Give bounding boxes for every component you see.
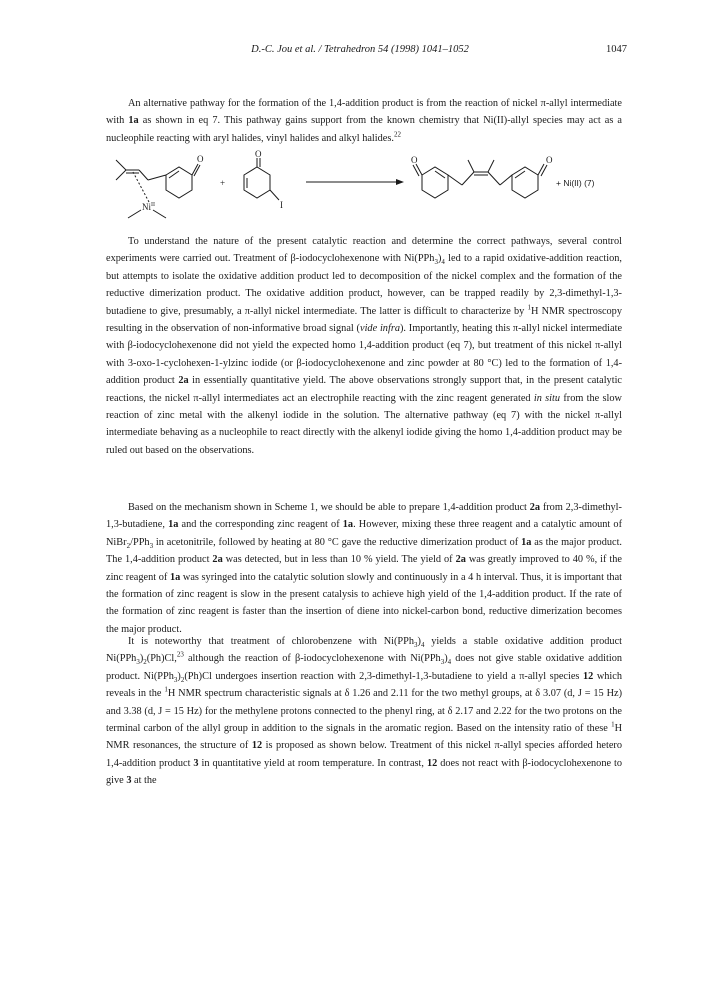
compound-ref: 1a bbox=[128, 115, 139, 127]
methyl-bond bbox=[116, 160, 126, 170]
text-run: 1a bbox=[342, 519, 354, 531]
text-run: from the slow reaction of zinc metal with the alkenyl iodide in the solution. The alternative pathway (eq 7) with the nickel π-allyl intermediate behaving as a nucleophile to react directly with the alkenyl iodide giving the homo 1,4-addition product may be ruled out based on the observations. bbox=[106, 392, 622, 456]
ring-attachment-bond bbox=[148, 175, 166, 180]
cyclohexenone-ring bbox=[166, 167, 192, 198]
text-run: /PPh bbox=[130, 536, 150, 548]
equation-7-scheme bbox=[106, 150, 622, 224]
text-run: (Ph)Cl, bbox=[146, 653, 177, 665]
methyl-bond bbox=[488, 160, 494, 172]
text-run: ). Importantly, heating this π-allyl nickel intermediate with β-iodocyclohexenone did not yield the expected homo 1,4-addition product (eq 7), but treatment of this nickel π-allyl with 3-oxo-1-cyclohexen-1-ylzinc iodide (or β-iodocyclohexenone and zinc powder at 80 °C) led to the formation of 1,4-addition product bbox=[106, 323, 623, 387]
text-run: H NMR resonances, the structure of bbox=[106, 723, 622, 752]
page-number: 1047 bbox=[606, 44, 627, 55]
iodocyclohexenone-ring bbox=[244, 167, 270, 198]
reference-superscript: 22 bbox=[393, 130, 401, 139]
carbonyl-bond bbox=[538, 164, 544, 175]
text-run: 1 bbox=[164, 685, 168, 694]
paragraph-3 bbox=[106, 499, 622, 638]
oxygen-label: O bbox=[255, 150, 262, 159]
plus-sign: + bbox=[220, 178, 226, 188]
text-run: does not give stable oxidative addition product. Ni(PPh bbox=[106, 653, 622, 682]
journal-citation: D.-C. Jou et al. / Tetrahedron 54 (1998) 1041–1052 bbox=[251, 44, 469, 55]
methyl-bond bbox=[468, 160, 474, 172]
text-run: 1a bbox=[169, 571, 181, 583]
text-run: 1a bbox=[168, 519, 179, 531]
reference-superscript: 23 bbox=[176, 650, 184, 659]
text-run: . However, mixing these three reagent and a catalytic amount of NiBr bbox=[106, 519, 623, 548]
text-run: from 2,3-dimethyl-1,3-butadiene, bbox=[106, 502, 622, 531]
chain-bond bbox=[462, 172, 474, 185]
text-run: 4 bbox=[447, 658, 452, 667]
text-run: (Ph)Cl undergoes insertion reaction with 2,3-dimethyl-1,3-butadiene to yield a π-allyl species bbox=[184, 670, 583, 682]
pi-coordination-bond bbox=[133, 172, 149, 202]
text-run: ) bbox=[417, 636, 421, 647]
text-run: in quantitative yield at room temperature. In contrast, bbox=[198, 757, 427, 769]
text-run: in essentially quantitative yield. The above observations strongly support that, in the present catalytic reactions, the nickel π-allyl intermediates act an electrophile reacting with the zinc reagent generated bbox=[106, 375, 622, 404]
text-run: 2 bbox=[180, 675, 185, 684]
text-run: ) bbox=[444, 653, 448, 665]
paragraph-4 bbox=[106, 633, 622, 790]
running-header bbox=[0, 44, 720, 60]
carbonyl-bond bbox=[541, 165, 547, 176]
text-run: 2a bbox=[455, 554, 466, 566]
carbonyl-bond bbox=[413, 165, 419, 176]
oxygen-label: O bbox=[546, 155, 553, 165]
text-run: 4 bbox=[441, 258, 445, 267]
text-run: at the bbox=[131, 775, 157, 787]
allyl-bond bbox=[139, 170, 148, 180]
nickel-ligand-bond bbox=[128, 210, 141, 218]
text-run: in acetonitrile, followed by heating at 80 °C gave the reductive dimerization product of bbox=[153, 536, 522, 548]
text-run: 2 bbox=[143, 658, 147, 667]
text-run: An alternative pathway for the formation of the 1,4-addition product is from the reaction of nickel π-allyl intermediate with bbox=[106, 98, 622, 127]
text-run: ) bbox=[139, 653, 144, 665]
chain-bond bbox=[500, 175, 512, 185]
text-run: is proposed as shown below. Treatment of this nickel π-allyl species afforded hetero 1,4-addition product bbox=[106, 740, 622, 769]
chain-bond bbox=[488, 172, 500, 185]
text-run: which reveals in the bbox=[106, 670, 622, 700]
text-run: 12 bbox=[251, 740, 263, 752]
text-run: 3 bbox=[136, 658, 140, 667]
paragraph-2 bbox=[106, 233, 622, 459]
methyl-bond bbox=[116, 170, 126, 180]
text-run: To understand the nature of the present catalytic reaction and determine the correct pathways, several control experiments were carried out. Treatment of β-iodocyclohexenone with Ni(PPh bbox=[106, 236, 622, 265]
carbonyl-bond bbox=[416, 164, 422, 175]
latin-phrase: vide infra bbox=[360, 323, 400, 335]
product-ring-left bbox=[422, 167, 448, 198]
text-run: 1a bbox=[521, 536, 532, 548]
text-run: 2a bbox=[212, 554, 223, 566]
oxygen-label: O bbox=[197, 154, 204, 164]
text-run: 3 bbox=[434, 258, 438, 267]
text-run: H NMR spectroscopy resulting in the observation of non-informative broad signal ( bbox=[106, 305, 622, 335]
text-run: 12 bbox=[582, 670, 594, 682]
equation-number: + Ni(II) (7) bbox=[556, 178, 595, 188]
text-run: as shown in eq 7. This pathway gains support from the known chemistry that Ni(II)-allyl species may act as a nucleophile reacting with aryl halides, vinyl halides and alkyl halides. bbox=[106, 115, 622, 144]
nickel-ligand-bond bbox=[153, 210, 166, 218]
text-run: and the corresponding zinc reagent of bbox=[178, 519, 343, 531]
text-run: 3 bbox=[414, 641, 418, 650]
carbon-iodine-bond bbox=[270, 190, 279, 200]
text-run: led to a rapid oxidative-addition reaction, but attempts to isolate the oxidative addition product led to decomposition of the nickel complex and the formation of the reductive dimerization product. The oxidative addition product, however, can be trapped readily by 2,3-dimethyl-1,3-butadiene to give, presumably, a π-allyl nickel intermediate. The latter is difficult to characterize by bbox=[106, 253, 622, 317]
text-run: 2a bbox=[529, 502, 541, 513]
reaction-arrow-head bbox=[396, 179, 404, 185]
latin-phrase: in situ bbox=[533, 392, 561, 404]
text-run: was greatly improved to 40 %, if the zinc reagent of bbox=[106, 554, 622, 583]
text-run: was syringed into the catalytic solution slowly and continuously in a 4 h interval. Thus, it is important that the formation of zinc reagent is slow in the present catalysis to achieve high yield of the 1,4-addition product. If the rate of the formation of zinc reagent is faster than the insertion of diene into nickel-carbon bond, reductive dimerization becomes the major product. bbox=[106, 571, 623, 635]
text-run: ) bbox=[437, 253, 442, 265]
text-run: yields a stable oxidative addition product Ni(PPh bbox=[106, 636, 622, 665]
nickel-label: $Ni^{II}$ bbox=[142, 202, 155, 212]
product-ring-right bbox=[512, 167, 538, 198]
compound-ref: 2a bbox=[178, 375, 189, 387]
text-run: H NMR spectrum characteristic signals at δ 1.26 and 2.11 for the two methyl groups, at δ 3.07 (d, J = 15 Hz) and 3.38 (d, J = 15 Hz) for the methylene protons connected to the phenyl ring, at δ 2.17 and 2.22 for the two protons on the terminal carbon of the allyl group in addition to the signals in the aromatic region. Based on the intensity ratio of these bbox=[106, 688, 623, 735]
paragraph-1 bbox=[106, 95, 622, 147]
text-run: Based on the mechanism shown in Scheme 1, we should be able to prepare 1,4-addition product bbox=[128, 502, 530, 513]
text-run: was detected, but in less than 10 % yield. The yield of bbox=[222, 554, 456, 566]
chain-bond bbox=[448, 175, 462, 185]
text-run: as the major product. The 1,4-addition product bbox=[106, 536, 623, 566]
oxygen-label: O bbox=[411, 155, 418, 165]
text-run: 3 bbox=[440, 658, 445, 667]
text-run: ) bbox=[177, 670, 181, 682]
iodine-label: I bbox=[280, 200, 283, 210]
text-run: It is noteworthy that treatment of chlorobenzene with Ni(PPh bbox=[128, 636, 415, 647]
text-run: 3 bbox=[126, 775, 132, 787]
text-run: 3 bbox=[149, 541, 154, 550]
text-run: 3 bbox=[193, 757, 199, 769]
text-run: 3 bbox=[173, 675, 178, 684]
text-run: 12 bbox=[426, 757, 438, 769]
text-run: 1 bbox=[611, 720, 615, 729]
text-run: 2 bbox=[126, 541, 131, 550]
text-run: 1 bbox=[527, 303, 531, 312]
text-run: does not react with β-iodocyclohexenone to give bbox=[106, 757, 623, 787]
text-run: 4 bbox=[420, 641, 425, 650]
text-run: although the reaction of β-iodocyclohexenone with Ni(PPh bbox=[183, 653, 441, 665]
reaction-scheme-drawing bbox=[106, 150, 622, 224]
